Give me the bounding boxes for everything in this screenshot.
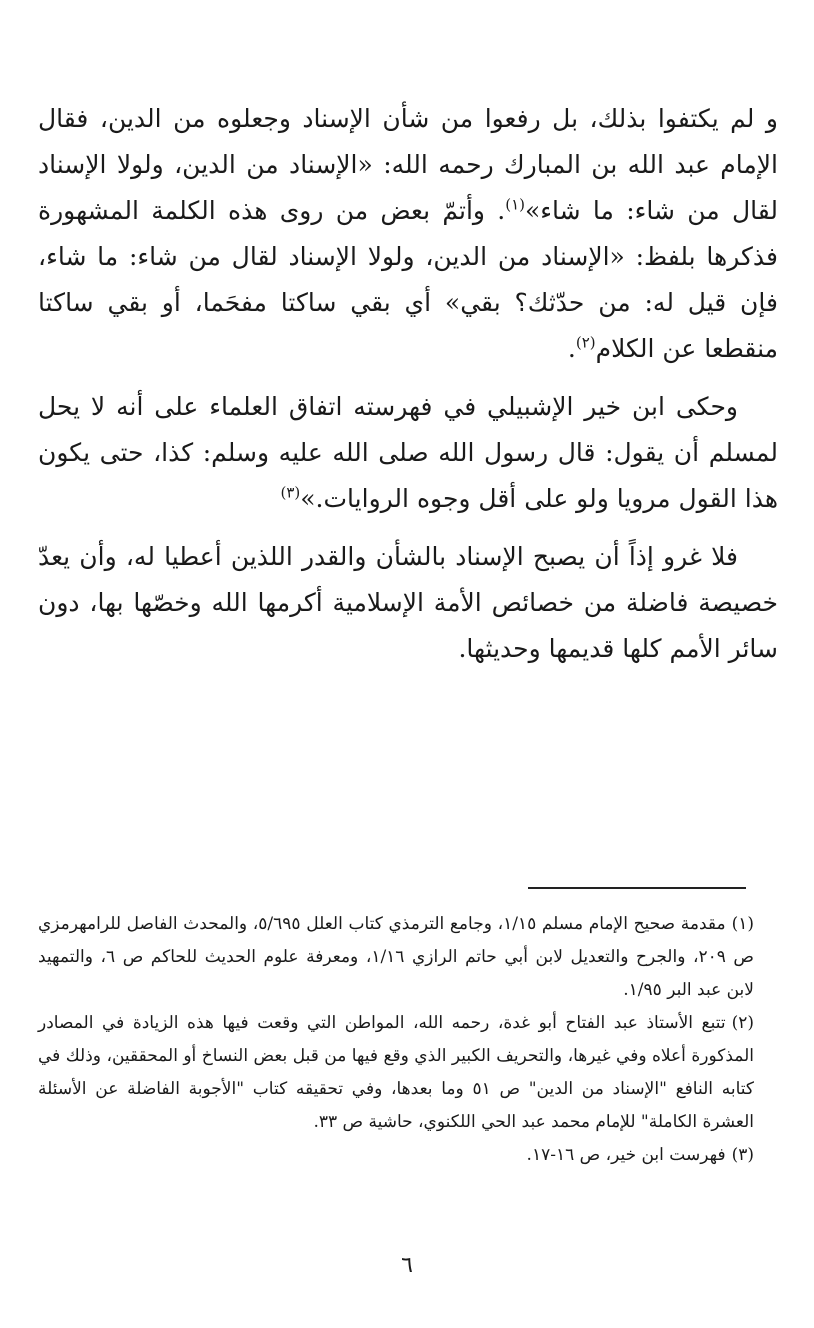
footnote-2-number: (٢) [731,1013,754,1033]
footnote-ref-1: (١) [505,195,525,214]
footnote-3-text: فهرست ابن خير، ص ١٦-١٧. [526,1145,726,1165]
paragraph-3-text: فلا غرو إذاً أن يصبح الإسناد بالشأن والقدر اللذين أعطيا له، وأن يعدّ خصيصة فاضلة من خصائص الأمة الإسلامية أكرمها الله وخصّها بها، دون سائر الأمم كلها قديمها وحديثها. [38,542,778,663]
paragraph-2 [38,384,778,522]
footnote-1-text: مقدمة صحيح الإمام مسلم ١/١٥، وجامع الترمذي كتاب العلل ٥/٦٩٥، والمحدث الفاصل للرامهرمزي ص ٢٠٩، والجرح والتعديل لابن أبي حاتم الرازي ١/١٦، ومعرفة علوم الحديث للحاكم ص ٦، والتمهيد لابن عبد البر ١/٩٥. [38,914,754,1000]
footnote-1-number: (١) [731,914,755,934]
paragraph-3 [38,534,778,672]
main-text [38,96,778,672]
paragraph-2-text: وحكى ابن خير الإشبيلي في فهرسته اتفاق العلماء على أنه لا يحل لمسلم أن يقول: قال رسول الله صلى الله عليه وسلم: كذا، حتى يكون هذا القول مرويا ولو على أقل وجوه الروايات.» [38,392,778,513]
footnote-ref-3: (٣) [280,483,301,502]
footnote-separator [528,887,746,889]
footnote-3-number: (٣) [731,1145,754,1165]
paragraph-1-text-c: . [567,334,576,363]
paragraph-1-text-a: و لم يكتفوا بذلك، بل رفعوا من شأن الإسناد وجعلوه من الدين، فقال الإمام عبد الله بن المبارك رحمه الله: «الإسناد من الدين، ولولا الإسناد لقال من شاء: ما شاء» [38,104,778,225]
footnote-2 [38,1007,754,1139]
footnote-2-text: تتبع الأستاذ عبد الفتاح أبو غدة، رحمه الله، المواطن التي وقعت فيها هذه الزيادة في المصادر المذكورة أعلاه وفي غيرها، والتحريف الكبير الذي وقع فيها من قبل بعض النساخ أو المحققين، وذلك في كتابه النافع "الإسناد من الدين" ص ٥١ وما بعدها، وفي تحقيقه كتاب "الأجوبة الفاضلة عن الأسئلة العشرة الكاملة" للإمام محمد عبد الحي اللكنوي، حاشية ص ٣٣. [38,1013,754,1132]
footnote-1 [38,908,754,1007]
paragraph-1-text-b: . وأتمّ بعض من روى هذه الكلمة المشهورة فذكرها بلفظ: «الإسناد من الدين، ولولا الإسناد لقال من شاء: ما شاء، فإن قيل له: من حدّثك؟ بقي» أي بقي ساكتا مفحَما، أو بقي ساكتا منقطعا عن الكلام [38,196,778,363]
footnote-ref-2: (٢) [575,333,596,352]
page-number: ٦ [401,1253,413,1278]
footnotes [38,908,754,1172]
paragraph-1 [38,96,778,372]
footnote-3 [38,1139,754,1172]
